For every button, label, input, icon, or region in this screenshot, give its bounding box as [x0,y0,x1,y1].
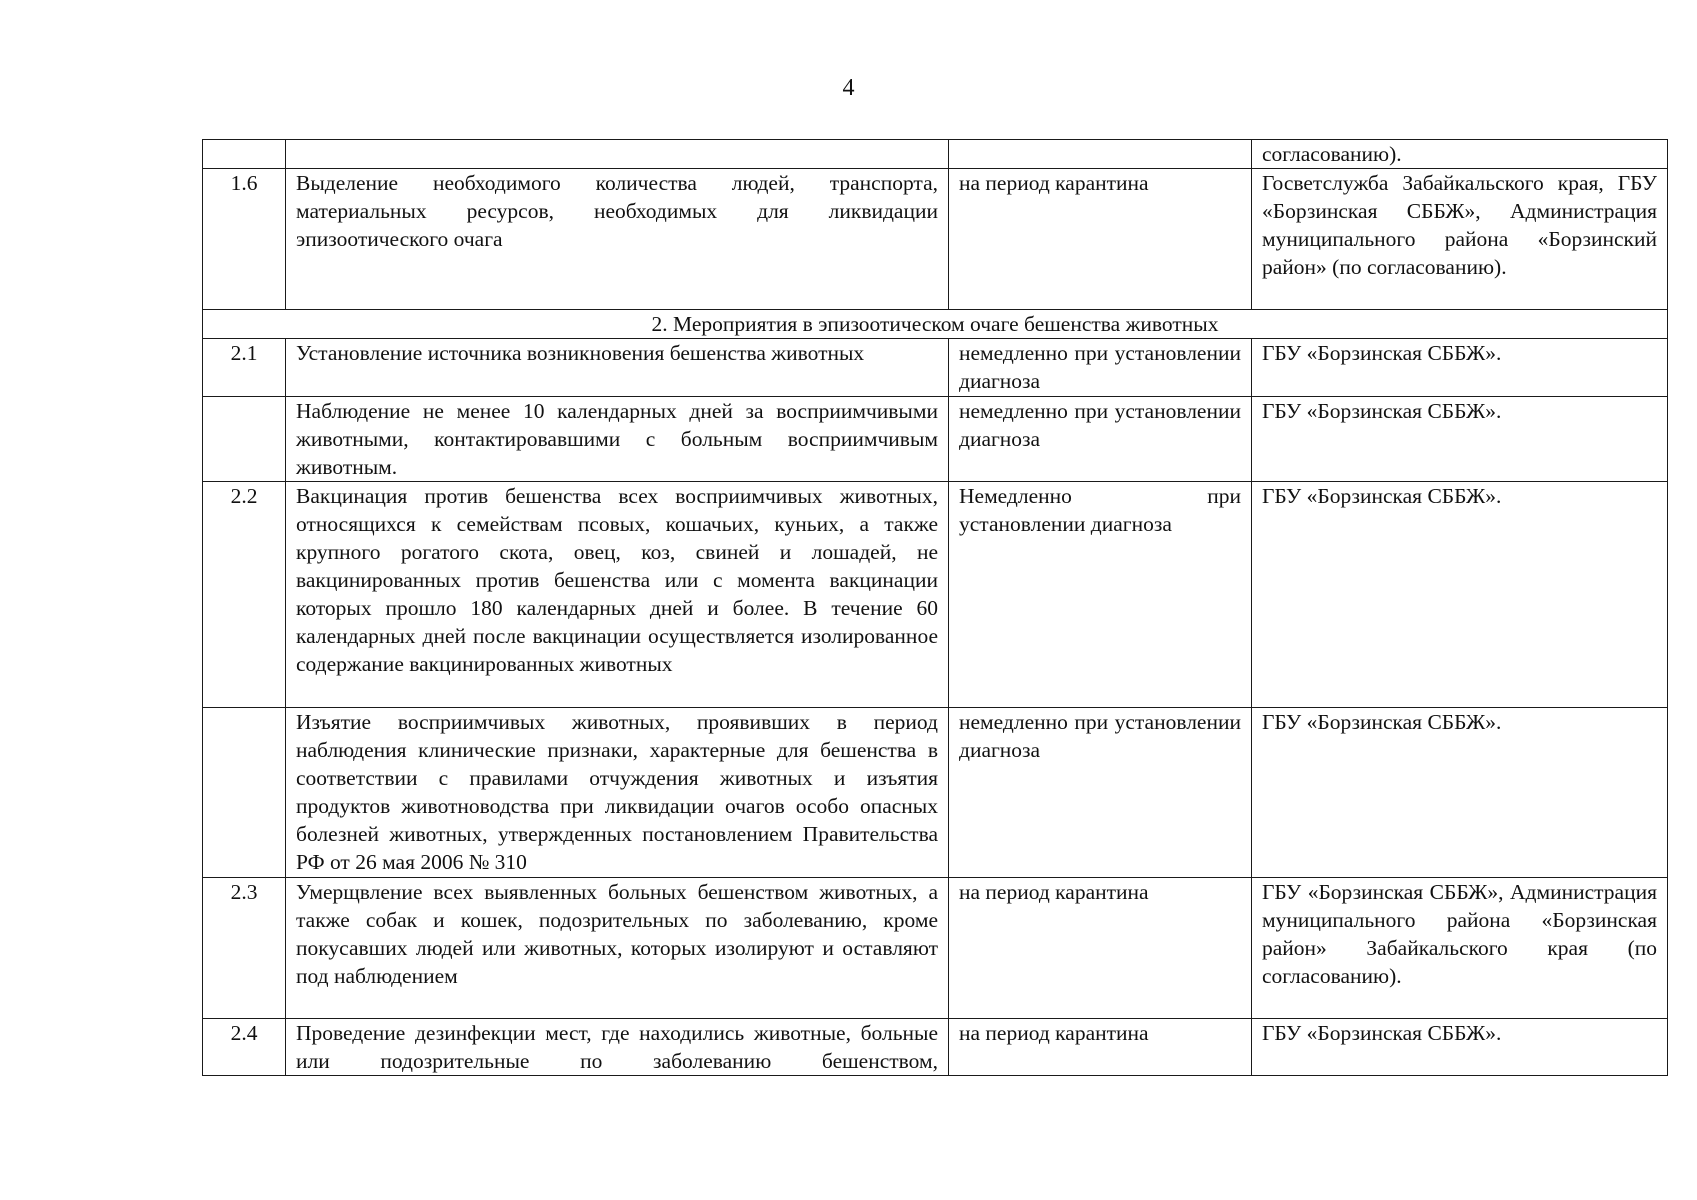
table-row [203,708,1668,878]
row-number-cell [203,708,286,878]
action-cell: Установление источника возникновения бешенства животных [286,339,949,397]
responsible-cell: согласованию). [1252,140,1668,169]
row-number-cell [203,140,286,169]
action-cell: Наблюдение не менее 10 календарных дней за восприимчивыми животными, контактировавшими с больным восприимчивым животным. [286,397,949,482]
term-cell: немедленно при установлении диагноза [949,339,1252,397]
responsible-cell: ГБУ «Борзинская СББЖ». [1252,1019,1668,1076]
term-cell [949,140,1252,169]
action-cell: Умерщвление всех выявленных больных бешенством животных, а также собак и кошек, подозрительных по заболеванию, кроме покусавших людей или животных, которых изолируют и оставляют под наблюдением [286,878,949,1019]
row-number-cell: 2.3 [203,878,286,1019]
responsible-cell: ГБУ «Борзинская СББЖ». [1252,708,1668,878]
table-row [203,482,1668,708]
action-cell: Вакцинация против бешенства всех восприимчивых животных, относящихся к семействам псовых, кошачьих, куньих, а также крупного рогатого скота, овец, коз, свиней и лошадей, не вакцинированных против бешенства или с момента вакцинации которых прошло 180 календарных дней и более. В течение 60 календарных дней после вакцинации осуществляется изолированное содержание вакцинированных животных [286,482,949,708]
responsible-cell: ГБУ «Борзинская СББЖ», Администрация муниципального района «Борзинская район» Забайкальского края (по согласованию). [1252,878,1668,1019]
row-number-cell: 2.1 [203,339,286,397]
table-row [203,169,1668,310]
term-cell: немедленно при установлении диагноза [949,397,1252,482]
section-heading: 2. Мероприятия в эпизоотическом очаге бешенства животных [203,310,1668,339]
table-row [203,878,1668,1019]
row-number-cell: 1.6 [203,169,286,310]
row-number-cell [203,397,286,482]
responsible-cell: ГБУ «Борзинская СББЖ». [1252,482,1668,708]
section-heading-row [203,310,1668,339]
action-cell [286,140,949,169]
term-cell: на период карантина [949,169,1252,310]
term-cell: Немедленно при установлении диагноза [949,482,1252,708]
table-row [203,140,1668,169]
term-cell: на период карантина [949,1019,1252,1076]
table-row [203,339,1668,397]
responsible-cell: ГБУ «Борзинская СББЖ». [1252,397,1668,482]
measures-table [202,139,1668,1076]
action-cell: Выделение необходимого количества людей, транспорта, материальных ресурсов, необходимых для ликвидации эпизоотического очага [286,169,949,310]
term-cell: немедленно при установлении диагноза [949,708,1252,878]
responsible-cell: Госветслужба Забайкальского края, ГБУ «Борзинская СББЖ», Администрация муниципального района «Борзинский район» (по согласованию). [1252,169,1668,310]
table-row [203,397,1668,482]
page-number: 4 [842,75,855,101]
term-cell: на период карантина [949,878,1252,1019]
responsible-cell: ГБУ «Борзинская СББЖ». [1252,339,1668,397]
action-cell: Проведение дезинфекции мест, где находились животные, больные или подозрительные по заболеванию бешенством, [286,1019,949,1076]
row-number-cell: 2.2 [203,482,286,708]
table-row [203,1019,1668,1076]
row-number-cell: 2.4 [203,1019,286,1076]
action-cell: Изъятие восприимчивых животных, проявивших в период наблюдения клинические признаки, характерные для бешенства в соответствии с правилами отчуждения животных и изъятия продуктов животноводства при ликвидации очагов особо опасных болезней животных, утвержденных постановлением Правительства РФ от 26 мая 2006 № 310 [286,708,949,878]
